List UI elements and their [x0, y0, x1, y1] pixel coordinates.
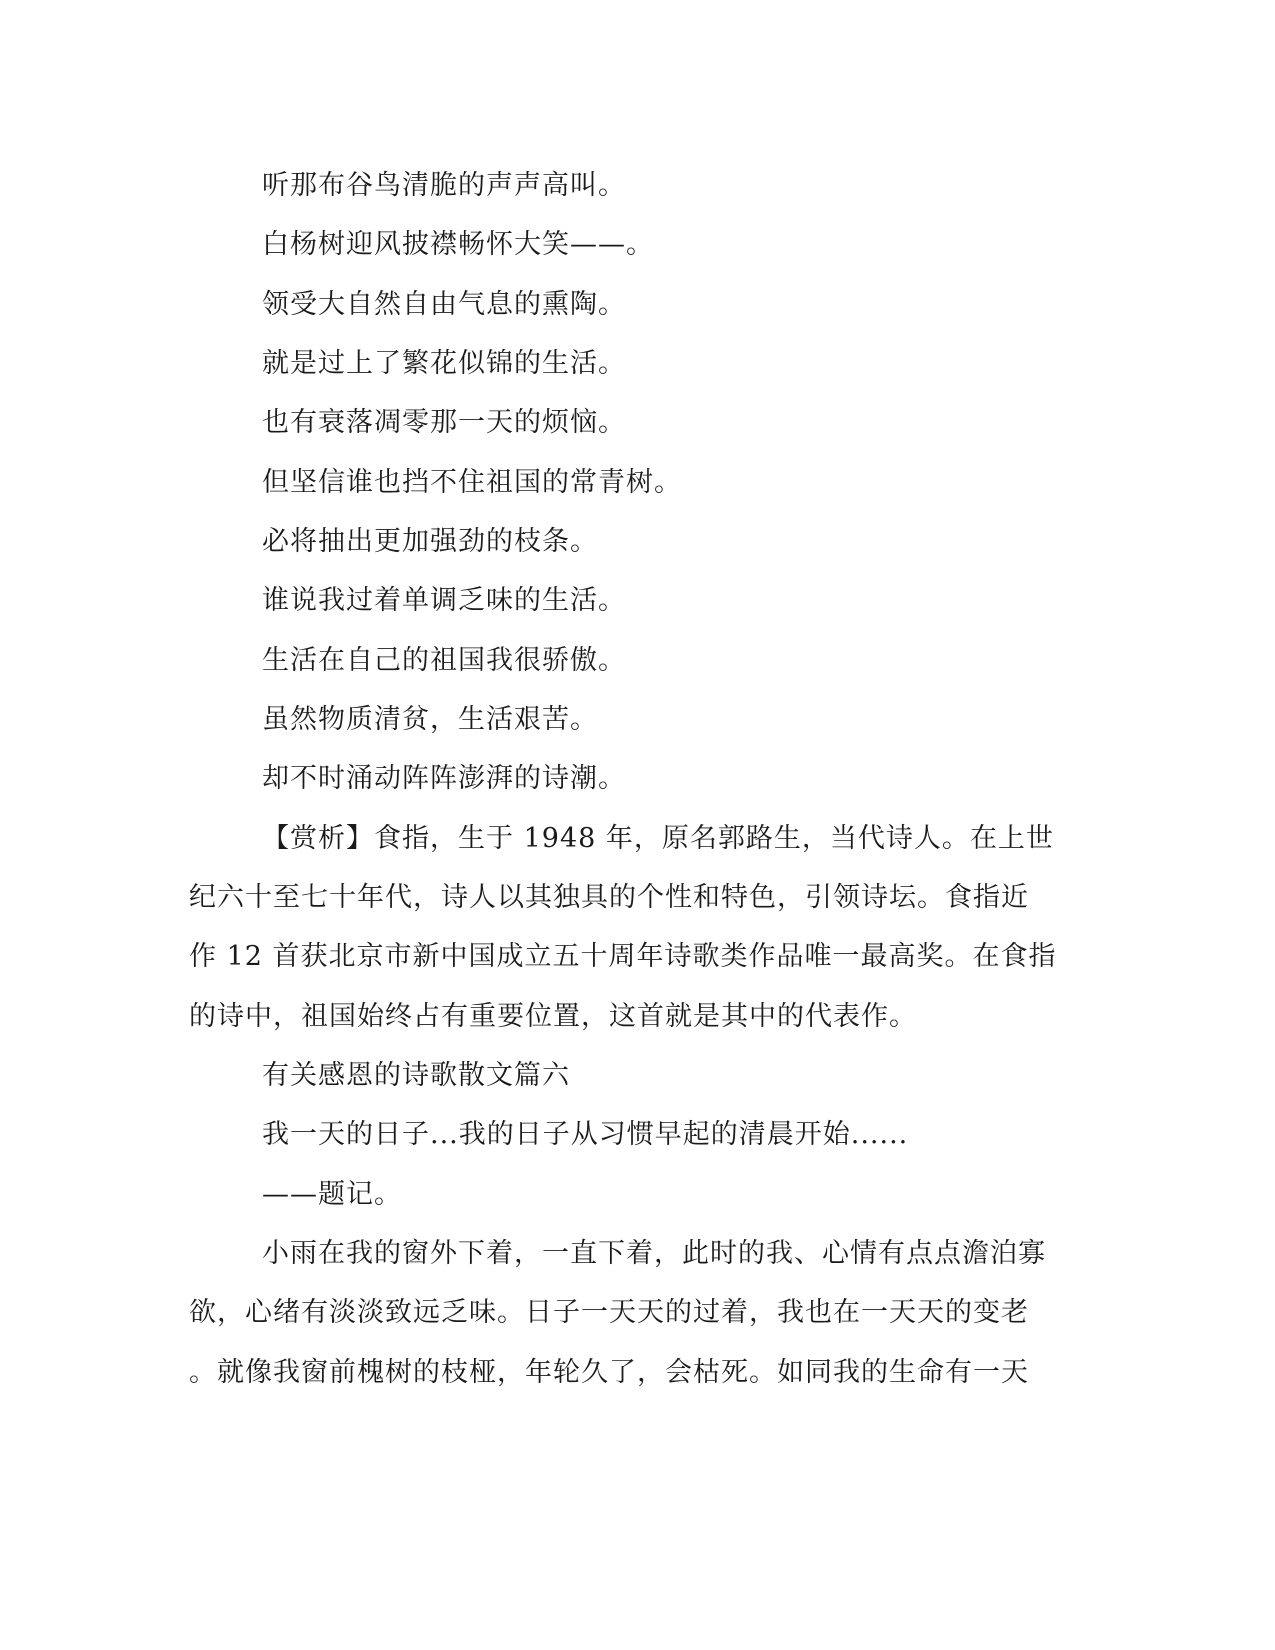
poem-line: 白杨树迎风披襟畅怀大笑——。: [262, 229, 654, 260]
section-title: 有关感恩的诗歌散文篇六: [262, 1060, 570, 1091]
poem-line: 却不时涌动阵阵澎湃的诗潮。: [262, 763, 626, 794]
body-paragraph-line: 小雨在我的窗外下着，一直下着，此时的我、心情有点点澹泊寡: [262, 1238, 1046, 1269]
poem-line: 必将抽出更加强劲的枝条。: [262, 526, 598, 557]
poem-line: 也有衰落凋零那一天的烦恼。: [262, 407, 626, 438]
body-paragraph-line: 欲，心绪有淡淡致远乏味。日子一天天的过着，我也在一天天的变老: [189, 1297, 1029, 1328]
poem-line: 虽然物质清贫，生活艰苦。: [262, 704, 598, 735]
body-paragraph-line: 。就像我窗前槐树的枝桠，年轮久了，会枯死。如同我的生命有一天: [189, 1357, 1029, 1388]
poem-line: 谁说我过着单调乏味的生活。: [262, 585, 626, 616]
poem-line: 但坚信谁也挡不住祖国的常青树。: [262, 467, 682, 498]
appreciation-paragraph-line: 作 12 首获北京市新中国成立五十周年诗歌类作品唯一最高奖。在食指: [189, 941, 1057, 972]
appreciation-paragraph-line: 纪六十至七十年代，诗人以其独具的个性和特色，引领诗坛。食指近: [189, 882, 1029, 913]
appreciation-paragraph-line: 的诗中，祖国始终占有重要位置，这首就是其中的代表作。: [189, 1001, 917, 1032]
poem-line: 生活在自己的祖国我很骄傲。: [262, 645, 626, 676]
poem-line: 领受大自然自由气息的熏陶。: [262, 289, 626, 320]
appreciation-paragraph-line: 【赏析】食指，生于 1948 年，原名郭路生，当代诗人。在上世: [262, 823, 1054, 854]
poem-line: 就是过上了繁花似锦的生活。: [262, 348, 626, 379]
poem-line: 听那布谷鸟清脆的声声高叫。: [262, 170, 626, 201]
epigraph-note: ——题记。: [262, 1179, 402, 1210]
epigraph-line: 我一天的日子...我的日子从习惯早起的清晨开始......: [262, 1119, 909, 1150]
